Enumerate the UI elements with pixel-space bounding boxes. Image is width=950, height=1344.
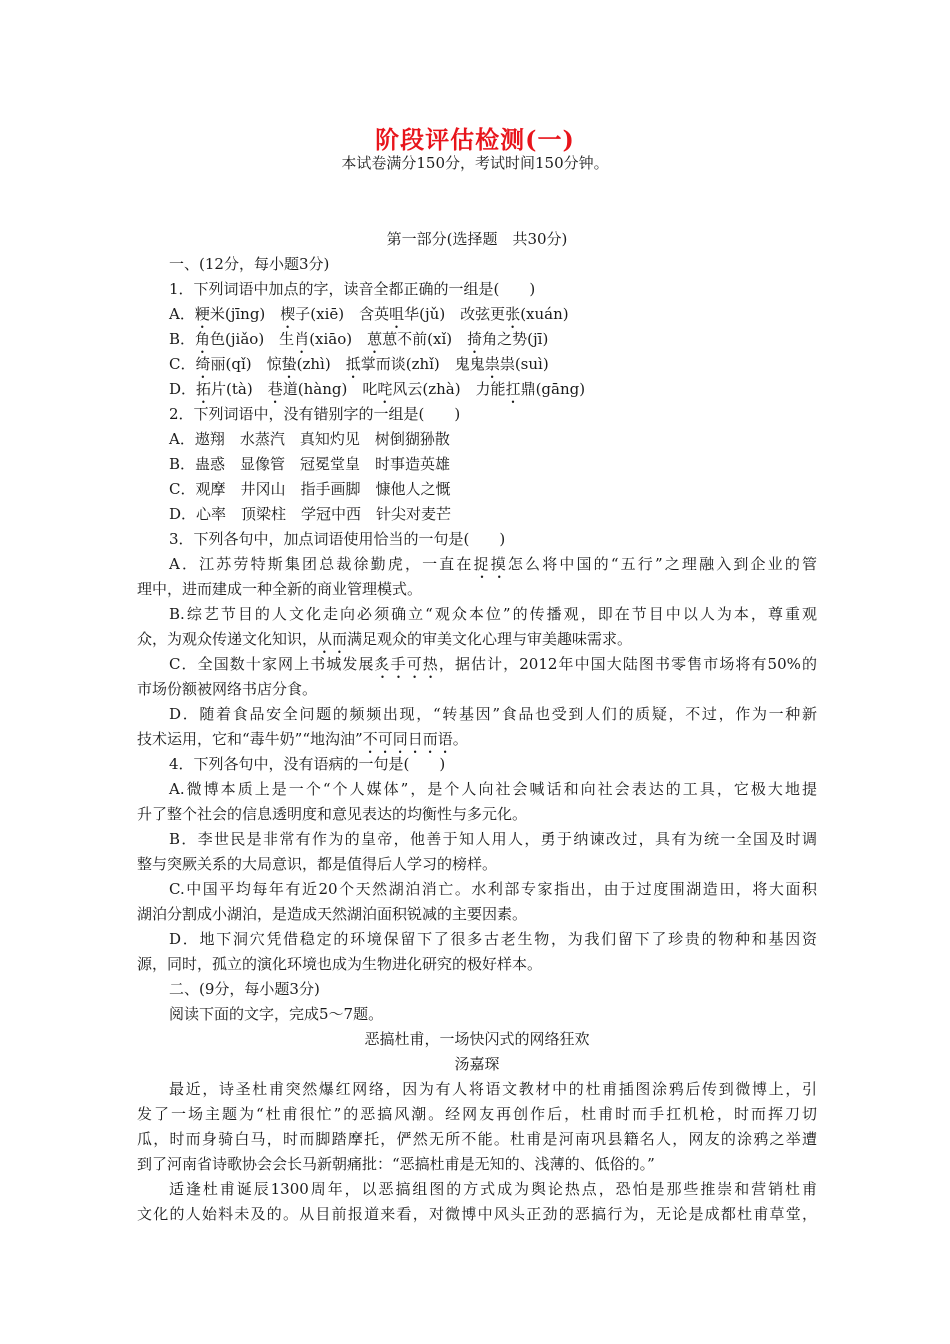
- question-4-option-c-line-1: C.中国平均每年有近20个天然湖泊消亡。水利部专家指出，由于过度围湖造田，将大面积: [169, 880, 817, 898]
- question-1-option-d: D．拓片(tà) 巷道(hàng) 叱咤风云(zhà) 力能扛鼎(gāng): [169, 380, 586, 398]
- article-paragraph-2-line-2: 文化的人始料未及的。从目前报道来看，对微博中风头正劲的恶搞行为，无论是成都杜甫草堂，: [137, 1205, 817, 1223]
- section-heading-2: 二、(9分，每小题3分): [169, 980, 320, 998]
- question-4-option-b-line-2: 整与突厥关系的大局意识，都是值得后人学习的榜样。: [137, 855, 498, 873]
- question-2-option-c: C．观摩 井冈山 指手画脚 慷他人之慨: [169, 480, 451, 498]
- question-3-option-c-line-2: 市场份额被网络书店分食。: [137, 680, 318, 698]
- question-3-stem: 3．下列各句中，加点词语使用恰当的一句是( ): [169, 530, 506, 548]
- question-3-option-d-line-2: 技术运用，它和“毒牛奶”“地沟油”不可同日而语。: [137, 730, 468, 748]
- question-4-option-a-line-2: 升了整个社会的信息透明度和意见表达的均衡性与多元化。: [137, 805, 528, 823]
- question-1-option-b: B．角色(jiǎo) 生肖(xiāo) 葸葸不前(xǐ) 掎角之势(jī): [169, 330, 549, 348]
- article-paragraph-1-line-2: 发了一场主题为“杜甫很忙”的恶搞风潮。经网友再创作后，杜甫时而手扛机枪，时而挥刀切: [137, 1105, 817, 1123]
- question-3-option-c-line-1: C．全国数十家网上书城发展炙手可热，据估计，2012年中国大陆图书零售市场将有50%的: [169, 655, 817, 673]
- question-4-option-c-line-2: 湖泊分割成小湖泊，是造成天然湖泊面积锐减的主要因素。: [137, 905, 528, 923]
- question-1-option-c: C．绮丽(qǐ) 惊蛰(zhì) 抵掌而谈(zhǐ) 鬼鬼祟祟(suì): [169, 355, 549, 373]
- question-3-option-a-line-2: 理中，进而建成一种全新的商业管理模式。: [137, 580, 423, 598]
- question-4-option-b-line-1: B．李世民是非常有作为的皇帝，他善于知人用人，勇于纳谏改过，具有为统一全国及时调: [169, 830, 817, 848]
- page-title: 阶段评估检测(一): [375, 125, 575, 154]
- question-1-stem: 1．下列词语中加点的字，读音全都正确的一组是( ): [169, 280, 536, 298]
- question-3-option-b-line-2: 众，为观众传递文化知识，从而满足观众的审美文化心理与审美趣味需求。: [137, 630, 633, 648]
- article-title: 恶搞杜甫，一场快闪式的网络狂欢: [364, 1030, 590, 1048]
- question-2-option-d: D．心率 顶梁柱 学冠中西 针尖对麦芒: [169, 505, 452, 523]
- question-4-stem: 4．下列各句中，没有语病的一句是( ): [169, 755, 446, 773]
- question-2-stem: 2．下列词语中，没有错别字的一组是( ): [169, 405, 461, 423]
- article-author: 汤嘉琛: [454, 1055, 500, 1073]
- article-paragraph-1-line-4: 到了河南省诗歌协会会长马新朝痛批：“恶搞杜甫是无知的、浅薄的、低俗的。”: [137, 1155, 655, 1173]
- reading-instruction: 阅读下面的文字，完成5～7题。: [169, 1005, 384, 1023]
- question-4-option-a-line-1: A.微博本质上是一个“个人媒体”，是个人向社会喊话和向社会表达的工具，它极大地提: [169, 780, 817, 798]
- article-paragraph-1-line-1: 最近，诗圣杜甫突然爆红网络，因为有人将语文教材中的杜甫插图涂鸦后传到微博上，引: [169, 1080, 817, 1098]
- article-paragraph-2-line-1: 适逢杜甫诞辰1300周年，以恶搞组图的方式成为舆论热点，恐怕是那些推崇和营销杜甫: [169, 1180, 817, 1198]
- question-2-option-b: B．蛊惑 显像管 冠冕堂皇 时事造英雄: [169, 455, 451, 473]
- question-2-option-a: A．遨翔 水蒸汽 真知灼见 树倒猢狲散: [169, 430, 450, 448]
- exam-content: [137, 227, 817, 1227]
- question-3-option-a-line-1: A．江苏劳特斯集团总裁徐勤虎，一直在捉摸怎么将中国的“五行”之理融入到企业的管: [169, 555, 817, 573]
- question-4-option-d-line-2: 源，同时，孤立的演化环境也成为生物进化研究的极好样本。: [137, 955, 543, 973]
- part-heading: 第一部分(选择题 共30分): [386, 230, 568, 248]
- question-3-option-d-line-1: D．随着食品安全问题的频频出现，“转基因”食品也受到人们的质疑，不过，作为一种新: [169, 705, 817, 723]
- exam-subtitle: 本试卷满分150分，考试时间150分钟。: [341, 154, 609, 172]
- article-paragraph-1-line-3: 瓜，时而身骑白马，时而脚踏摩托，俨然无所不能。杜甫是河南巩县籍名人，网友的涂鸦之举遭: [137, 1130, 817, 1148]
- question-3-option-b-line-1: B.综艺节目的人文化走向必须确立“观众本位”的传播观，即在节目中以人为本，尊重观: [169, 605, 817, 623]
- question-1-option-a: A．粳米(jīng) 楔子(xiē) 含英咀华(jǔ) 改弦更张(xuán): [169, 305, 569, 323]
- section-heading-1: 一、(12分，每小题3分): [169, 255, 330, 273]
- question-4-option-d-line-1: D．地下洞穴凭借稳定的环境保留下了很多古老生物，为我们留下了珍贵的物种和基因资: [169, 930, 817, 948]
